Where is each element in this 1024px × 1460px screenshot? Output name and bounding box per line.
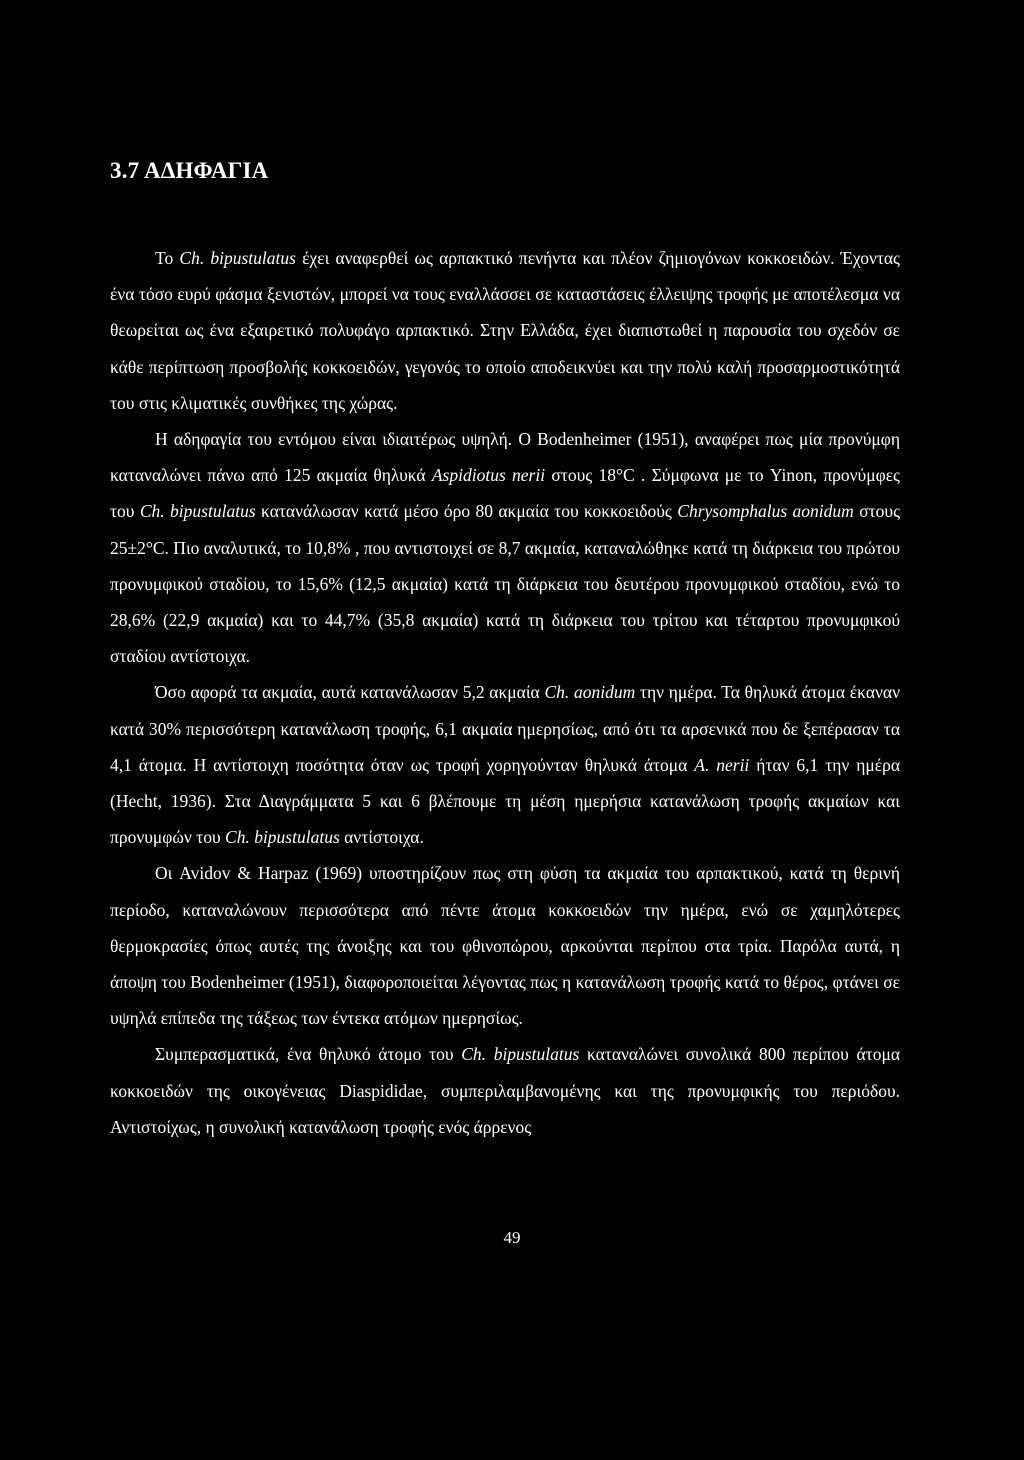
- text-segment: καταναλώνει συνολικά 800 περίπου άτομα κοκκοειδών της οικογένειας Diaspididae, συμπεριλαμβανομένης και της προνυμφικής του περιόδου. Αντιστοίχως, η συνολική κατανάλωση τροφής ενός άρρενος: [110, 1044, 900, 1137]
- species-name: Chrysomphalus aonidum: [677, 501, 854, 522]
- paragraph: [110, 855, 900, 1036]
- species-name: Ch. bipustulatus: [139, 501, 256, 522]
- paragraph: [110, 1036, 900, 1145]
- text-segment: έχει αναφερθεί ως αρπακτικό πενήντα και πλέον ζημιογόνων κοκκοειδών. Έχοντας ένα τόσο ευρύ φάσμα ξενιστών, μπορεί να τους εναλλάσσει σε καταστάσεις έλλειψης τροφής με αποτέλεσμα να θεωρείται ως ένα εξαιρετικό πολυφάγο αρπακτικό. Στην Ελλάδα, έχει διαπιστωθεί η παρουσία του σχεδόν σε κάθε περίπτωση προσβολής κοκκοειδών, γεγονός το οποίο αποδεικνύει και την πολύ καλή προσαρμοστικότητά του στις κλιματικές συνθήκες της χώρας.: [110, 248, 900, 413]
- species-name: A. nerii: [694, 754, 750, 775]
- text-segment: στους 25±2°C. Πιο αναλυτικά, το 10,8% , που αντιστοιχεί σε 8,7 ακμαία, καταναλώθηκε κατά τη διάρκεια του πρώτου προνυμφικού σταδίου, το 15,6% (12,5 ακμαία) κατά τη διάρκεια του δευτέρου προνυμφικού σταδίου, ενώ το 28,6% (22,9 ακμαία) και το 44,7% (35,8 ακμαία) κατά τη διάρκεια του τρίτου και τέταρτου προνυμφικού σταδίου αντίστοιχα.: [110, 501, 901, 667]
- text-segment: ήταν 6,1 την ημέρα (Hecht, 1936). Στα Διαγράμματα 5 και 6 βλέπουμε τη μέση ημερήσια κατανάλωση τροφής ακμαίων και προνυμφών του: [110, 754, 900, 848]
- page-number: 49: [503, 1228, 521, 1247]
- species-name: Ch. aonidum: [544, 682, 636, 703]
- species-name: Aspidiotus nerii: [431, 465, 546, 486]
- species-name: Ch. bipustulatus: [179, 248, 296, 268]
- text-segment: στους 18°C . Σύμφωνα με το Yinon, προνύμφες του: [110, 465, 900, 522]
- body-text: [110, 240, 900, 1145]
- section-heading: 3.7 ΑΔΗΦΑΓΙΑ: [110, 158, 269, 183]
- paragraph: [110, 674, 900, 855]
- paragraph: [110, 421, 900, 674]
- text-segment: Συμπερασματικά, ένα θηλυκό άτομο του: [155, 1044, 462, 1065]
- text-segment: Όσο αφορά τα ακμαία, αυτά κατανάλωσαν 5,2 ακμαία: [155, 682, 545, 703]
- species-name: Ch. bipustulatus: [461, 1044, 580, 1065]
- text-segment: Οι Avidov & Harpaz (1969) υποστηρίζουν πως στη φύση τα ακμαία του αρπακτικού, κατά τη θερινή περίοδο, καταναλώνουν περισσότερα από πέντε άτομα κοκκοειδών την ημέρα, ενώ σε χαμηλότερες θερμοκρασίες όπως αυτές της άνοιξης και του φθινοπώρου, αρκούνται περίπου στα τρία. Παρόλα αυτά, η άποψη του Bodenheimer (1951), διαφοροποιείται λέγοντας πως η κατανάλωση τροφής κατά το θέρος, φτάνει σε υψηλά επίπεδα της τάξεως των έντεκα ατόμων ημερησίως.: [110, 863, 900, 1029]
- text-segment: την ημέρα. Τα θηλυκά άτομα έκαναν κατά 30% περισσότερη κατανάλωση τροφής, 6,1 ακμαία ημερησίως, από ότι τα αρσενικά που δε ξεπέρασαν τα 4,1 άτομα. Η αντίστοιχη ποσότητα όταν ως τροφή χορηγούνταν θηλυκά άτομα: [110, 682, 900, 775]
- text-segment: αντίστοιχα.: [339, 827, 424, 848]
- text-segment: κατανάλωσαν κατά μέσο όρο 80 ακμαία του κοκκοειδούς: [255, 501, 678, 522]
- paragraph: [110, 240, 900, 421]
- species-name: Ch. bipustulatus: [225, 827, 340, 848]
- text-segment: Η αδηφαγία του εντόμου είναι ιδιαιτέρως υψηλή. Ο Bodenheimer (1951), αναφέρει πως μία προνύμφη καταναλώνει πάνω από 125 ακμαία θηλυκά: [110, 429, 900, 486]
- text-segment: Το: [155, 248, 180, 268]
